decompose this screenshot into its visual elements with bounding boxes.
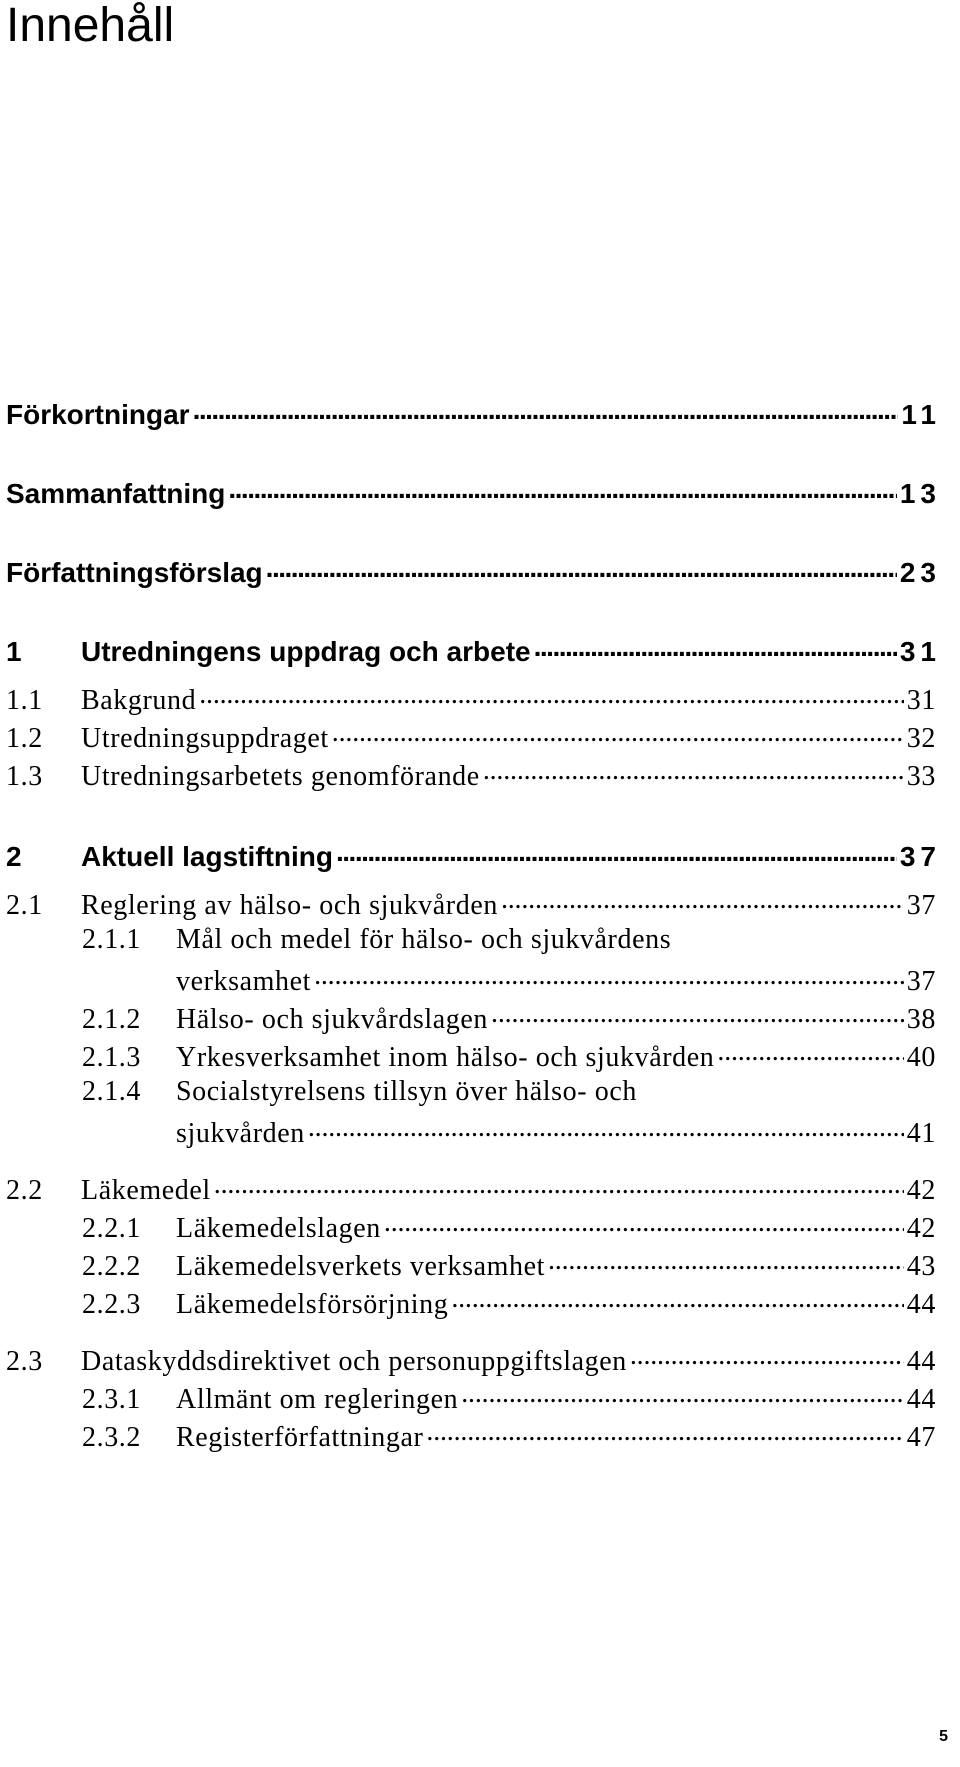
toc-entry-number: 2.2.3 xyxy=(82,1289,141,1320)
toc-entry-number: 2 xyxy=(6,841,22,872)
toc-entry-number: 1.2 xyxy=(6,723,43,754)
toc-entry-number: 1 xyxy=(6,636,22,667)
dot-leader xyxy=(548,1247,904,1275)
toc-entry-number: 2.1.1 xyxy=(82,924,141,955)
toc-entry-2-1-2[interactable] xyxy=(82,1000,936,1036)
toc-entry-number: 2.2.2 xyxy=(82,1251,141,1282)
toc-entry-page: 13 xyxy=(899,478,941,509)
dot-leader xyxy=(314,962,904,990)
toc-entry-title: Mål och medel för hälso- och sjukvårdens xyxy=(176,924,672,955)
dot-leader xyxy=(717,1038,903,1066)
dot-leader xyxy=(308,1114,904,1142)
toc-entry-1-2[interactable] xyxy=(6,719,936,755)
toc-entry-number: 2.1.3 xyxy=(82,1042,141,1073)
toc-entry-2-3-1[interactable] xyxy=(82,1380,936,1416)
dot-leader xyxy=(483,757,904,785)
toc-entry-title-continued: sjukvården xyxy=(176,1118,305,1149)
toc-entry-chapter-1[interactable] xyxy=(6,633,941,668)
toc-entry-page: 37 xyxy=(906,890,936,921)
toc-entry-page: 40 xyxy=(906,1042,936,1073)
toc-entry-page: 38 xyxy=(906,1004,936,1035)
toc-entry-number: 2.2.1 xyxy=(82,1213,141,1244)
toc-entry-title: Utredningsuppdraget xyxy=(81,723,329,754)
toc-entry-number: 2.2 xyxy=(6,1175,43,1206)
toc-entry-number: 1.1 xyxy=(6,685,43,716)
toc-entry-page: 37 xyxy=(899,841,941,872)
toc-entry-2-1[interactable] xyxy=(6,886,936,922)
toc-entry-2-2-3[interactable] xyxy=(82,1285,936,1321)
toc-entry-page: 31 xyxy=(899,636,941,667)
toc-entry-title: Socialstyrelsens tillsyn över hälso- och xyxy=(176,1076,638,1107)
toc-entry-title: Förkortningar xyxy=(6,399,190,430)
dot-leader xyxy=(491,1000,904,1028)
toc-entry-page: 32 xyxy=(906,723,936,754)
toc-entry-number: 2.1 xyxy=(6,890,43,921)
toc-entry-page: 42 xyxy=(906,1213,936,1244)
toc-entry-1-3[interactable] xyxy=(6,757,936,793)
toc-entry-chapter-2[interactable] xyxy=(6,838,941,873)
toc-entry-forfattningsforslag[interactable] xyxy=(6,554,941,589)
toc-entry-title: Reglering av hälso- och sjukvården xyxy=(81,890,498,921)
dot-leader xyxy=(534,633,897,661)
dot-leader xyxy=(193,396,899,424)
toc-entry-page: 23 xyxy=(899,557,941,588)
dot-leader xyxy=(228,475,896,503)
toc-entry-title: Bakgrund xyxy=(81,685,197,716)
toc-entry-title: Allmänt om regleringen xyxy=(176,1384,459,1415)
toc-entry-title: Yrkesverksamhet inom hälso- och sjukvården xyxy=(176,1042,715,1073)
toc-entry-page: 44 xyxy=(906,1384,936,1415)
toc-entry-page: 42 xyxy=(906,1175,936,1206)
dot-leader xyxy=(501,886,904,914)
toc-entry-2-1-4[interactable] xyxy=(82,1076,936,1108)
toc-entry-title: Aktuell lagstiftning xyxy=(81,841,333,872)
toc-entry-page: 44 xyxy=(906,1346,936,1377)
toc-entry-title: Läkemedel xyxy=(81,1175,211,1206)
toc-entry-sammanfattning[interactable] xyxy=(6,475,941,510)
toc-entry-number: 2.3 xyxy=(6,1346,43,1377)
toc-entry-number: 2.3.2 xyxy=(82,1422,141,1453)
dot-leader xyxy=(630,1342,904,1370)
toc-entry-page: 44 xyxy=(906,1289,936,1320)
toc-entry-page: 31 xyxy=(906,685,936,716)
dot-leader xyxy=(461,1380,904,1408)
toc-entry-title: Författningsförslag xyxy=(6,557,263,588)
toc-entry-2-1-1[interactable] xyxy=(82,924,936,956)
toc-entry-2-3-2[interactable] xyxy=(82,1418,936,1454)
toc-entry-title: Hälso- och sjukvårdslagen xyxy=(176,1004,489,1035)
toc-entry-forkortningar[interactable] xyxy=(6,396,941,431)
toc-entry-page: 33 xyxy=(906,761,936,792)
toc-entry-number: 2.3.1 xyxy=(82,1384,141,1415)
toc-entry-2-1-4-continued[interactable] xyxy=(176,1114,936,1150)
toc-entry-2-2-2[interactable] xyxy=(82,1247,936,1283)
dot-leader xyxy=(426,1418,903,1446)
toc-entry-page: 11 xyxy=(901,399,941,430)
page-title: Innehåll xyxy=(6,0,175,52)
page-number: 5 xyxy=(939,1728,948,1745)
toc-entry-number: 2.1.4 xyxy=(82,1076,141,1107)
toc-entry-page: 47 xyxy=(906,1422,936,1453)
dot-leader xyxy=(266,554,897,582)
toc-entry-number: 2.1.2 xyxy=(82,1004,141,1035)
toc-entry-page: 41 xyxy=(906,1118,936,1149)
toc-entry-title: Läkemedelsförsörjning xyxy=(176,1289,449,1320)
toc-entry-title: Läkemedelslagen xyxy=(176,1213,381,1244)
toc-entry-title: Dataskyddsdirektivet och personuppgiftslagen xyxy=(81,1346,627,1377)
toc-entry-2-2[interactable] xyxy=(6,1171,936,1207)
toc-entry-title-continued: verksamhet xyxy=(176,966,312,997)
dot-leader xyxy=(336,838,897,866)
toc-entry-title: Sammanfattning xyxy=(6,478,226,509)
toc-entry-page: 37 xyxy=(906,966,936,997)
dot-leader xyxy=(332,719,904,747)
toc-entry-page: 43 xyxy=(906,1251,936,1282)
toc-entry-2-2-1[interactable] xyxy=(82,1209,936,1245)
dot-leader xyxy=(214,1171,904,1199)
toc-entry-number: 1.3 xyxy=(6,761,43,792)
toc-entry-2-1-1-continued[interactable] xyxy=(176,962,936,998)
toc-entry-title: Utredningsarbetets genomförande xyxy=(81,761,480,792)
dot-leader xyxy=(384,1209,904,1237)
toc-entry-title: Registerförfattningar xyxy=(176,1422,424,1453)
toc-entry-title: Läkemedelsverkets verksamhet xyxy=(176,1251,545,1282)
toc-entry-2-3[interactable] xyxy=(6,1342,936,1378)
dot-leader xyxy=(199,681,904,709)
toc-entry-1-1[interactable] xyxy=(6,681,936,717)
toc-entry-title: Utredningens uppdrag och arbete xyxy=(81,636,531,667)
dot-leader xyxy=(451,1285,903,1313)
toc-entry-2-1-3[interactable] xyxy=(82,1038,936,1074)
